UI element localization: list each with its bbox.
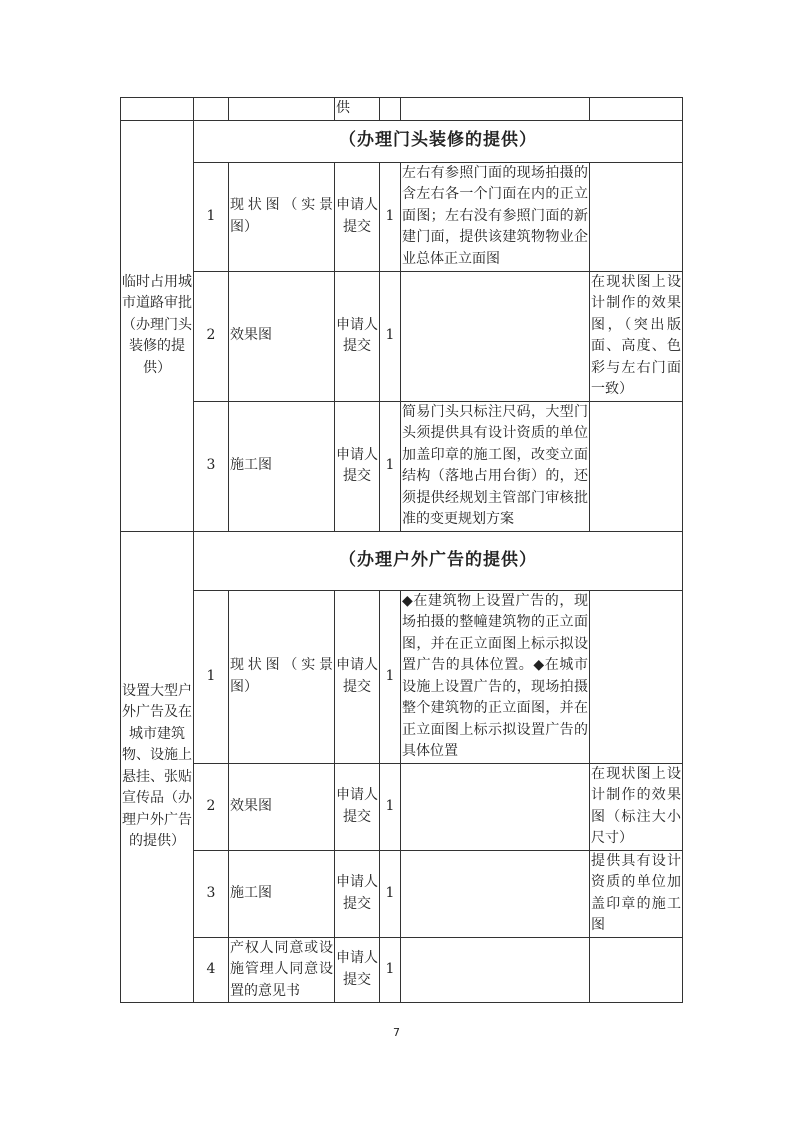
material-source: 申请人提交 (335, 850, 380, 937)
requirement (401, 271, 590, 401)
table-row (121, 937, 683, 1003)
item-name-cell: 设置大型户外广告及在城市建筑物、设施上悬挂、张贴宣传品（办理户外广告的提供） (121, 531, 194, 1003)
table-row (121, 401, 683, 531)
note: 提供具有设计资质的单位加盖印章的施工图 (590, 850, 683, 937)
requirement (401, 763, 590, 850)
requirement: 左右有参照门面的现场拍摄的含左右各一个门面在内的正立面图；左右没有参照门面的新建门面，提供该建筑物物业企业总体正立面图 (401, 162, 590, 271)
note (590, 590, 683, 763)
material-source: 申请人提交 (335, 401, 380, 531)
page-number: 7 (393, 1026, 400, 1039)
material-name: 施工图 (229, 401, 335, 531)
row-number: 3 (194, 401, 229, 531)
note (590, 162, 683, 271)
table-row (121, 98, 683, 121)
requirement (401, 850, 590, 937)
row-number: 1 (194, 162, 229, 271)
copies: 1 (380, 850, 401, 937)
table-row (121, 162, 683, 271)
copies: 1 (380, 763, 401, 850)
section-title: （办理门头装修的提供） (194, 120, 683, 162)
materials-table (120, 97, 683, 1003)
copies: 1 (380, 590, 401, 763)
row-number: 1 (194, 590, 229, 763)
row-number: 3 (194, 850, 229, 937)
note (590, 401, 683, 531)
material-name: 效果图 (229, 763, 335, 850)
note: 在现状图上设计制作的效果图，（突出版面、高度、色彩与左右门面一致） (590, 271, 683, 401)
section-header-row (121, 531, 683, 590)
requirement: ◆在建筑物上设置广告的，现场拍摄的整幢建筑物的正立面图，并在正立面图上标示拟设置广告的具体位置。◆在城市设施上设置广告的，现场拍摄整个建筑物的正立面图，并在正立面图上标示拟设置广告的具体位置 (401, 590, 590, 763)
note: 在现状图上设计制作的效果图（标注大小尺寸） (590, 763, 683, 850)
material-source: 申请人提交 (335, 937, 380, 1003)
copies: 1 (380, 162, 401, 271)
material-name: 现状图（实景图） (229, 162, 335, 271)
table-row (121, 850, 683, 937)
requirement (401, 937, 590, 1003)
table-row (121, 590, 683, 763)
section-title: （办理户外广告的提供） (194, 531, 683, 590)
row-number: 2 (194, 763, 229, 850)
note (590, 937, 683, 1003)
copies: 1 (380, 271, 401, 401)
table-row (121, 271, 683, 401)
material-source: 申请人提交 (335, 162, 380, 271)
section-header-row (121, 120, 683, 162)
table-row (121, 763, 683, 850)
row-number: 4 (194, 937, 229, 1003)
material-name: 产权人同意或设施管理人同意设置的意见书 (229, 937, 335, 1003)
copies: 1 (380, 401, 401, 531)
material-name: 现状图（实景图） (229, 590, 335, 763)
material-source: 申请人提交 (335, 590, 380, 763)
material-name: 效果图 (229, 271, 335, 401)
copies: 1 (380, 937, 401, 1003)
requirement: 简易门头只标注尺码，大型门头须提供具有设计资质的单位加盖印章的施工图，改变立面结构（落地占用台街）的，还须提供经规划主管部门审核批准的变更规划方案 (401, 401, 590, 531)
source-cell: 供 (335, 98, 380, 121)
material-source: 申请人提交 (335, 763, 380, 850)
material-name: 施工图 (229, 850, 335, 937)
material-source: 申请人提交 (335, 271, 380, 401)
row-number: 2 (194, 271, 229, 401)
item-name-cell: 临时占用城市道路审批（办理门头装修的提供） (121, 120, 194, 531)
